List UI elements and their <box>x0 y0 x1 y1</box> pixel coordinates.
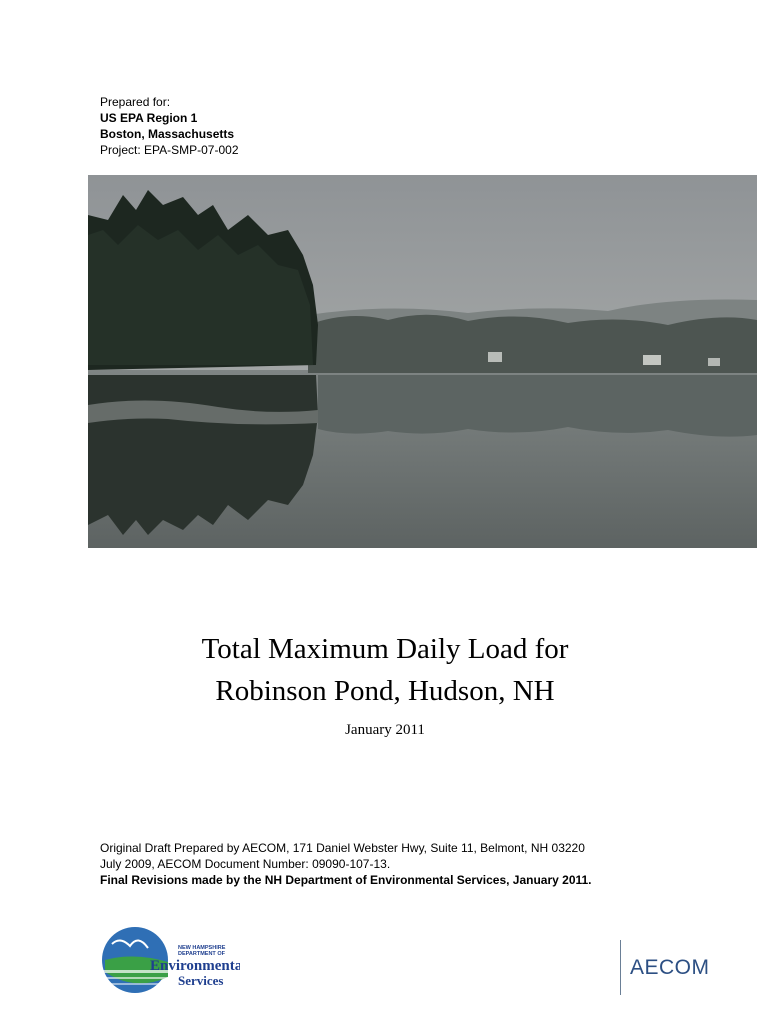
project-number: Project: EPA-SMP-07-002 <box>100 143 239 157</box>
draft-line-1: Original Draft Prepared by AECOM, 171 Daniel Webster Hwy, Suite 11, Belmont, NH 03220 <box>100 841 585 855</box>
aecom-divider <box>620 940 621 995</box>
nhdes-small-line2: DEPARTMENT OF <box>178 951 225 957</box>
pond-photo <box>88 175 757 548</box>
prepared-for-label: Prepared for: <box>100 95 171 109</box>
aecom-wordmark: AECOM <box>630 956 710 979</box>
nhdes-word1: Environmental <box>150 958 240 974</box>
draft-line-3: Final Revisions made by the NH Department of Environmental Services, January 2011. <box>100 873 592 887</box>
title-line-1: Total Maximum Daily Load for <box>201 633 569 665</box>
draft-line-2: July 2009, AECOM Document Number: 09090-107-13. <box>100 857 391 871</box>
nhdes-logo <box>100 922 240 997</box>
draft-info-block <box>100 840 592 888</box>
client-city: Boston, Massachusetts <box>100 127 235 141</box>
document-date: January 2011 <box>345 722 425 738</box>
document-title <box>0 628 770 712</box>
title-line-2: Robinson Pond, Hudson, NH <box>215 675 555 707</box>
nhdes-word2: Services <box>178 973 224 988</box>
nhdes-small-line1: NEW HAMPSHIRE <box>178 945 226 951</box>
prepared-for-block <box>100 94 239 158</box>
client-org: US EPA Region 1 <box>100 111 198 125</box>
